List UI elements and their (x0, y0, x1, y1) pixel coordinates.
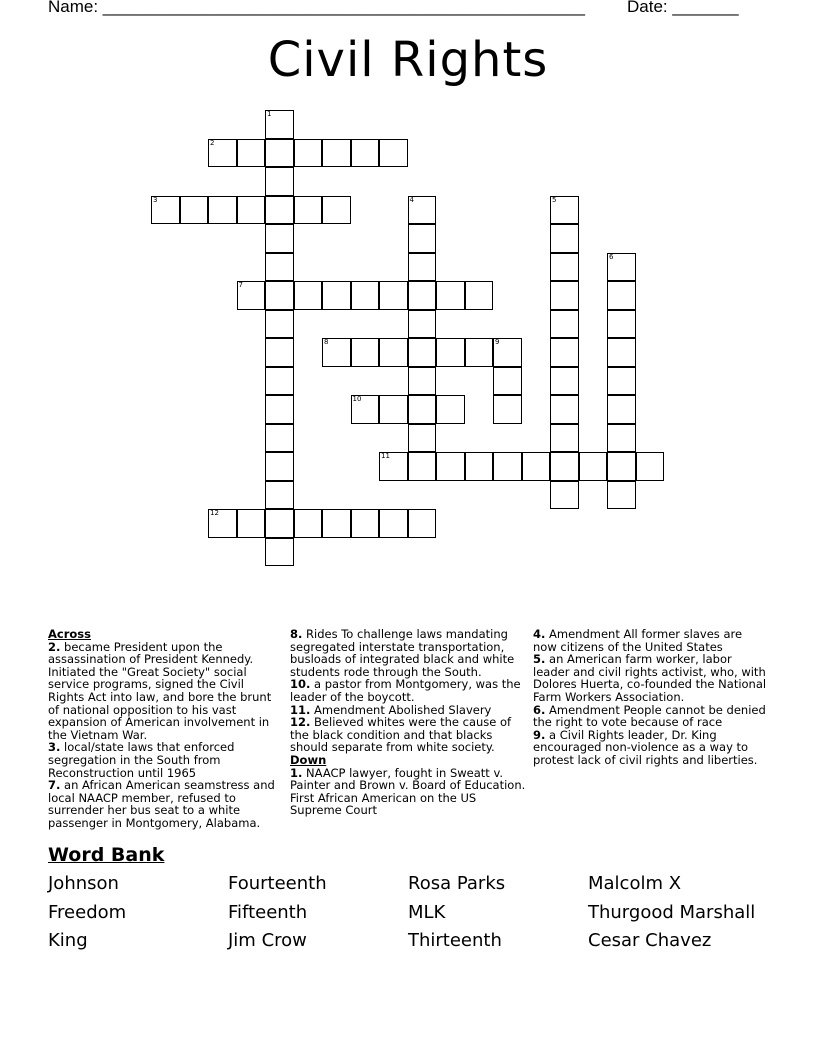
grid-cell[interactable] (265, 253, 294, 282)
word-bank-item: Cesar Chavez (588, 930, 712, 951)
grid-cell[interactable] (265, 452, 294, 481)
grid-cell[interactable] (351, 281, 380, 310)
grid-cell[interactable] (408, 395, 437, 424)
grid-cell[interactable] (322, 509, 351, 538)
grid-cell[interactable] (151, 196, 180, 225)
clues-column-1 (48, 628, 282, 830)
grid-cell[interactable] (522, 452, 551, 481)
grid-cell[interactable] (237, 281, 266, 310)
grid-cell[interactable] (294, 139, 323, 168)
grid-cell[interactable] (322, 338, 351, 367)
grid-cell[interactable] (550, 253, 579, 282)
grid-cell[interactable] (493, 395, 522, 424)
grid-cell[interactable] (408, 281, 437, 310)
grid-cell[interactable] (379, 139, 408, 168)
grid-cell[interactable] (265, 395, 294, 424)
grid-cell[interactable] (408, 367, 437, 396)
word-bank-item: MLK (408, 902, 446, 923)
grid-cell[interactable] (607, 395, 636, 424)
grid-cell[interactable] (265, 224, 294, 253)
grid-cell[interactable] (265, 424, 294, 453)
grid-cell[interactable] (351, 509, 380, 538)
word-bank-title: Word Bank (48, 844, 165, 866)
clue-number: 8 (324, 338, 329, 346)
grid-cell[interactable] (208, 196, 237, 225)
grid-cell[interactable] (607, 452, 636, 481)
grid-cell[interactable] (379, 509, 408, 538)
grid-cell[interactable] (550, 452, 579, 481)
grid-cell[interactable] (607, 253, 636, 282)
grid-cell[interactable] (550, 338, 579, 367)
grid-cell[interactable] (408, 509, 437, 538)
grid-cell[interactable] (237, 196, 266, 225)
grid-cell[interactable] (265, 167, 294, 196)
grid-cell[interactable] (607, 481, 636, 510)
word-bank-item: Malcolm X (588, 873, 682, 894)
grid-cell[interactable] (265, 367, 294, 396)
grid-cell[interactable] (408, 253, 437, 282)
grid-cell[interactable] (436, 281, 465, 310)
grid-cell[interactable] (607, 338, 636, 367)
clue-down-4: 4. Amendment All former slaves are now citizens of the United States (533, 627, 743, 654)
grid-cell[interactable] (208, 509, 237, 538)
grid-cell[interactable] (550, 224, 579, 253)
grid-cell[interactable] (579, 452, 608, 481)
word-bank-item: Jim Crow (228, 930, 307, 951)
grid-cell[interactable] (180, 196, 209, 225)
grid-cell[interactable] (379, 338, 408, 367)
grid-cell[interactable] (607, 367, 636, 396)
name-field[interactable]: Name: ___________________________________________________ (48, 0, 585, 16)
down-heading: Down (290, 752, 327, 767)
clue-across-12: 12. Believed whites were the cause of the black condition and that blacks should separate from white society. (290, 715, 512, 755)
grid-cell[interactable] (265, 139, 294, 168)
grid-cell[interactable] (265, 110, 294, 139)
clue-across-11: 11. Amendment Abolished Slavery (290, 702, 492, 717)
grid-cell[interactable] (607, 424, 636, 453)
grid-cell[interactable] (408, 224, 437, 253)
grid-cell[interactable] (550, 367, 579, 396)
clue-down-6: 6. Amendment People cannot be denied the right to vote because of race (533, 702, 766, 730)
clue-number: 10 (352, 395, 362, 403)
clue-across-3: 3. local/state laws that enforced segregation in the South from Reconstruction until 1965 (48, 740, 235, 780)
word-bank-item: Freedom (48, 902, 127, 923)
clue-across-10: 10. a pastor from Montgomery, was the leader of the boycott. (290, 677, 521, 704)
grid-cell[interactable] (465, 452, 494, 481)
grid-cell[interactable] (294, 281, 323, 310)
grid-cell[interactable] (265, 509, 294, 538)
clues-column-3 (533, 628, 769, 767)
grid-cell[interactable] (265, 196, 294, 225)
word-bank-item: Thurgood Marshall (588, 902, 756, 923)
grid-cell[interactable] (465, 281, 494, 310)
clue-number: 3 (153, 195, 158, 204)
grid-cell[interactable] (550, 395, 579, 424)
grid-cell[interactable] (550, 481, 579, 510)
grid-cell[interactable] (351, 338, 380, 367)
grid-cell[interactable] (265, 538, 294, 567)
grid-cell[interactable] (465, 338, 494, 367)
grid-cell[interactable] (436, 338, 465, 367)
grid-cell[interactable] (265, 481, 294, 510)
clue-number: 6 (609, 252, 614, 261)
grid-cell[interactable] (379, 452, 408, 481)
clue-down-1: 1. NAACP lawyer, fought in Sweatt v. Painter and Brown v. Board of Education. First African American on the US Supreme Court (290, 765, 526, 818)
clue-number: 2 (210, 138, 215, 147)
grid-cell[interactable] (408, 452, 437, 481)
clue-number: 1 (267, 110, 272, 118)
word-bank-item: Fourteenth (228, 873, 327, 894)
grid-cell[interactable] (351, 139, 380, 168)
grid-cell[interactable] (607, 310, 636, 339)
grid-cell[interactable] (408, 338, 437, 367)
date-field[interactable]: Date: _______ (627, 0, 739, 16)
grid-cell[interactable] (408, 196, 437, 225)
grid-cell[interactable] (265, 310, 294, 339)
clue-number: 12 (210, 509, 219, 517)
clue-number: 7 (238, 281, 243, 289)
grid-cell[interactable] (436, 395, 465, 424)
grid-cell[interactable] (379, 281, 408, 310)
grid-cell[interactable] (550, 424, 579, 453)
grid-cell[interactable] (294, 196, 323, 225)
grid-cell[interactable] (493, 367, 522, 396)
grid-cell[interactable] (550, 281, 579, 310)
grid-cell[interactable] (322, 196, 351, 225)
grid-cell[interactable] (351, 395, 380, 424)
grid-cell[interactable] (322, 281, 351, 310)
word-bank-item: Johnson (48, 873, 119, 894)
grid-cell[interactable] (379, 395, 408, 424)
grid-cell[interactable] (550, 196, 579, 225)
grid-cell[interactable] (265, 338, 294, 367)
grid-cell[interactable] (208, 139, 237, 168)
grid-cell[interactable] (265, 281, 294, 310)
grid-cell[interactable] (607, 281, 636, 310)
clue-number: 9 (495, 338, 500, 346)
clue-down-9: 9. a Civil Rights leader, Dr. King encouraged non-violence as a way to protest lack of civil rights and liberties. (533, 727, 758, 767)
clues-column-2 (290, 628, 526, 817)
word-bank-item: Thirteenth (408, 930, 502, 951)
clue-across-2: 2. became President upon the assassination of President Kennedy. Initiated the "Great Society" social service programs, signed the Civil Rights Act into law, and bore the brunt of national opposition to his vast expansion of American involvement in the Vietnam War. (48, 639, 272, 742)
across-heading: Across (48, 627, 91, 641)
word-bank-item: Fifteenth (228, 902, 308, 923)
clue-number: 11 (381, 452, 390, 460)
grid-cell[interactable] (550, 310, 579, 339)
grid-cell[interactable] (294, 509, 323, 538)
word-bank-item: Rosa Parks (408, 873, 506, 894)
clue-number: 4 (409, 195, 414, 204)
grid-cell[interactable] (493, 338, 522, 367)
grid-cell[interactable] (322, 139, 351, 168)
grid-cell[interactable] (237, 509, 266, 538)
grid-cell[interactable] (237, 139, 266, 168)
clue-number: 5 (552, 195, 557, 204)
grid-cell[interactable] (408, 310, 437, 339)
clue-across-8: 8. Rides To challenge laws mandating segregated interstate transportation, busloads of integrated black and white students rode through the South. (290, 627, 515, 679)
word-bank-item: King (48, 930, 88, 951)
grid-cell[interactable] (436, 452, 465, 481)
grid-cell[interactable] (493, 452, 522, 481)
clue-across-7: 7. an African American seamstress and local NAACP member, refused to surrender her bus seat to a white passenger in Montgomery, Alabama. (48, 778, 275, 830)
page-title: Civil Rights (267, 32, 549, 88)
clue-down-5: 5. an American farm worker, labor leader and civil rights activist, who, with Dolores Huerta, co-founded the National Farm Workers Association. (533, 652, 767, 704)
grid-cell[interactable] (636, 452, 665, 481)
grid-cell[interactable] (408, 424, 437, 453)
